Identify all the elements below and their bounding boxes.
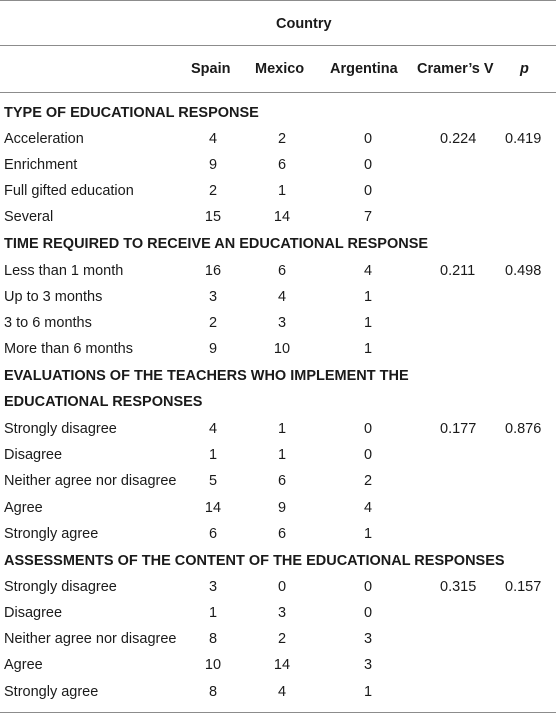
cell-argentina: 0 (363, 157, 373, 173)
cell-mexico: 4 (277, 289, 287, 305)
cell-spain: 8 (208, 684, 218, 700)
cell-cramers-v: 0.224 (440, 131, 477, 147)
row-label: Less than 1 month (4, 263, 124, 279)
cell-spain: 9 (208, 157, 218, 173)
row-label: Enrichment (4, 157, 78, 173)
bottom-rule (0, 712, 556, 713)
cell-spain: 3 (208, 579, 218, 595)
col-header-cramers-v: Cramer’s V (417, 61, 494, 77)
group-header-country: Country (276, 16, 332, 32)
cell-mexico: 10 (273, 341, 291, 357)
col-header-p: p (520, 61, 529, 77)
cell-cramers-v: 0.211 (440, 263, 476, 279)
cell-spain: 14 (204, 500, 222, 516)
cell-mexico: 1 (277, 183, 287, 199)
cell-argentina: 4 (363, 263, 373, 279)
cell-mexico: 2 (277, 631, 287, 647)
cell-mexico: 6 (277, 263, 287, 279)
cell-argentina: 1 (363, 289, 373, 305)
cell-mexico: 1 (277, 447, 287, 463)
cell-p: 0.157 (505, 579, 542, 595)
cell-mexico: 6 (277, 526, 287, 542)
cell-argentina: 1 (363, 526, 373, 542)
cell-argentina: 1 (363, 684, 373, 700)
row-label: Strongly disagree (4, 421, 117, 437)
header-rule (0, 45, 556, 46)
row-label: Full gifted education (4, 183, 134, 199)
cell-argentina: 1 (363, 315, 373, 331)
section-title: ASSESSMENTS OF THE CONTENT OF THE EDUCATIONAL RESPONSES (4, 553, 505, 569)
row-label: Up to 3 months (4, 289, 103, 305)
cell-argentina: 0 (363, 131, 373, 147)
section-title: TYPE OF EDUCATIONAL RESPONSE (4, 105, 259, 121)
cell-argentina: 0 (363, 579, 373, 595)
column-header-rule (0, 92, 556, 93)
cell-p: 0.419 (505, 131, 542, 147)
row-label: Agree (4, 657, 43, 673)
cell-mexico: 6 (277, 157, 287, 173)
cell-spain: 2 (208, 315, 218, 331)
cell-p: 0.876 (505, 421, 542, 437)
row-label: Neither agree nor disagree (4, 473, 177, 489)
cell-p: 0.498 (505, 263, 542, 279)
cell-cramers-v: 0.315 (440, 579, 477, 595)
top-rule (0, 0, 556, 1)
cell-argentina: 0 (363, 605, 373, 621)
cell-spain: 10 (204, 657, 222, 673)
cell-argentina: 3 (363, 657, 373, 673)
cell-spain: 1 (208, 605, 218, 621)
cell-argentina: 0 (363, 421, 373, 437)
col-header-mexico: Mexico (255, 61, 305, 77)
row-label: Strongly agree (4, 526, 99, 542)
row-label: Neither agree nor disagree (4, 631, 177, 647)
col-header-argentina: Argentina (330, 61, 398, 77)
row-label: Disagree (4, 447, 63, 463)
cell-spain: 15 (204, 209, 222, 225)
cell-spain: 1 (208, 447, 218, 463)
cell-argentina: 0 (363, 183, 373, 199)
cell-mexico: 3 (277, 315, 287, 331)
col-header-spain: Spain (191, 61, 231, 77)
row-label: Strongly disagree (4, 579, 117, 595)
cell-spain: 9 (208, 341, 218, 357)
cell-spain: 8 (208, 631, 218, 647)
cell-argentina: 1 (363, 341, 373, 357)
cell-mexico: 6 (277, 473, 287, 489)
cell-mexico: 2 (277, 131, 287, 147)
cell-spain: 2 (208, 183, 218, 199)
cell-mexico: 9 (277, 500, 287, 516)
cell-argentina: 0 (363, 447, 373, 463)
cell-argentina: 3 (363, 631, 373, 647)
cell-spain: 16 (204, 263, 222, 279)
cell-spain: 5 (208, 473, 218, 489)
cell-spain: 6 (208, 526, 218, 542)
cell-argentina: 4 (363, 500, 373, 516)
section-title: TIME REQUIRED TO RECEIVE AN EDUCATIONAL RESPONSE (4, 236, 429, 252)
row-label: More than 6 months (4, 341, 133, 357)
cell-spain: 4 (208, 131, 218, 147)
row-label: Strongly agree (4, 684, 99, 700)
row-label: Several (4, 209, 54, 225)
cell-mexico: 4 (277, 684, 287, 700)
cell-mexico: 1 (277, 421, 287, 437)
cell-spain: 3 (208, 289, 218, 305)
section-title-line2: EDUCATIONAL RESPONSES (4, 394, 203, 410)
cell-argentina: 7 (363, 209, 373, 225)
section-title-line1: EVALUATIONS OF THE TEACHERS WHO IMPLEMENT THE (4, 368, 409, 384)
row-label: Agree (4, 500, 43, 516)
cell-spain: 4 (208, 421, 218, 437)
cell-mexico: 3 (277, 605, 287, 621)
cell-cramers-v: 0.177 (440, 421, 477, 437)
row-label: 3 to 6 months (4, 315, 92, 331)
row-label: Disagree (4, 605, 63, 621)
row-label: Acceleration (4, 131, 84, 147)
cell-mexico: 14 (273, 209, 291, 225)
cell-mexico: 0 (277, 579, 287, 595)
cell-mexico: 14 (273, 657, 291, 673)
cell-argentina: 2 (363, 473, 373, 489)
